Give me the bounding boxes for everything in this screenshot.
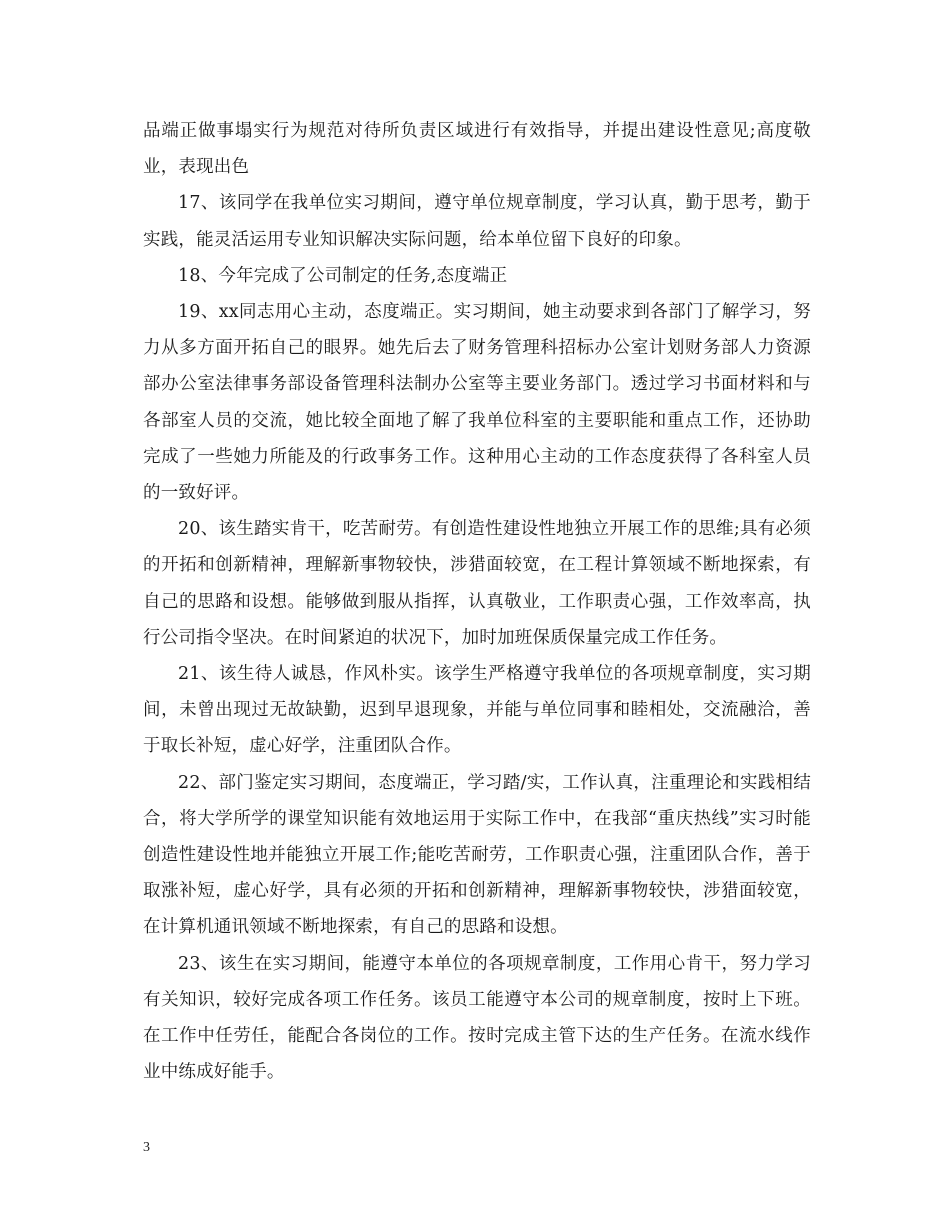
paragraph-continuation: 品端正做事塌实行为规范对待所负责区域进行有效指导，并提出建设性意见;高度敬业，表现出色 bbox=[143, 121, 811, 178]
document-body bbox=[143, 113, 811, 1090]
paragraph-22: 22、部门鉴定实习期间，态度端正，学习踏/实，工作认真，注重理论和实践相结合，将大学所学的课堂知识能有效地运用于实际工作中，在我部“重庆热线”实习时能创造性建设性地并能独立开展工作;能吃苦耐劳，工作职责心强，注重团队合作，善于取涨补短，虚心好学，具有必须的开拓和创新精神，理解新事物较快，涉猎面较宽，在计算机通讯领域不断地探索，有自己的思路和设想。 bbox=[143, 772, 811, 938]
paragraph-18: 18、今年完成了公司制定的任务,态度端正 bbox=[178, 265, 508, 286]
paragraph-19: 19、xx同志用心主动，态度端正。实习期间，她主动要求到各部门了解学习，努力从多方面开拓自己的眼界。她先后去了财务管理科招标办公室计划财务部人力资源部办公室法律事务部设备管理科法制办公室等主要业务部门。透过学习书面材料和与各部室人员的交流，她比较全面地了解了我单位科室的主要职能和重点工作，还协助完成了一些她力所能及的行政事务工作。这种用心主动的工作态度获得了各科室人员的一致好评。 bbox=[143, 302, 811, 504]
paragraph-20: 20、该生踏实肯干，吃苦耐劳。有创造性建设性地独立开展工作的思维;具有必须的开拓和创新精神，理解新事物较快，涉猎面较宽，在工程计算领域不断地探索，有自己的思路和设想。能够做到服从指挥，认真敬业，工作职责心强，工作效率高，执行公司指令坚决。在时间紧迫的状况下，加时加班保质保量完成工作任务。 bbox=[143, 519, 811, 648]
page-number: 3 bbox=[143, 1140, 150, 1155]
paragraph-23: 23、该生在实习期间，能遵守本单位的各项规章制度，工作用心肯干，努力学习有关知识，较好完成各项工作任务。该员工能遵守本公司的规章制度，按时上下班。在工作中任劳任，能配合各岗位的工作。按时完成主管下达的生产任务。在流水线作业中练成好能手。 bbox=[143, 953, 811, 1083]
paragraph-21: 21、该生待人诚恳，作风朴实。该学生严格遵守我单位的各项规章制度，实习期间，未曾出现过无故缺勤，迟到早退现象，并能与单位同事和睦相处，交流融洽，善于取长补短，虚心好学，注重团队合作。 bbox=[143, 664, 811, 757]
paragraph-17: 17、该同学在我单位实习期间，遵守单位规章制度，学习认真，勤于思考，勤于实践，能灵活运用专业知识解决实际问题，给本单位留下良好的印象。 bbox=[143, 193, 811, 250]
